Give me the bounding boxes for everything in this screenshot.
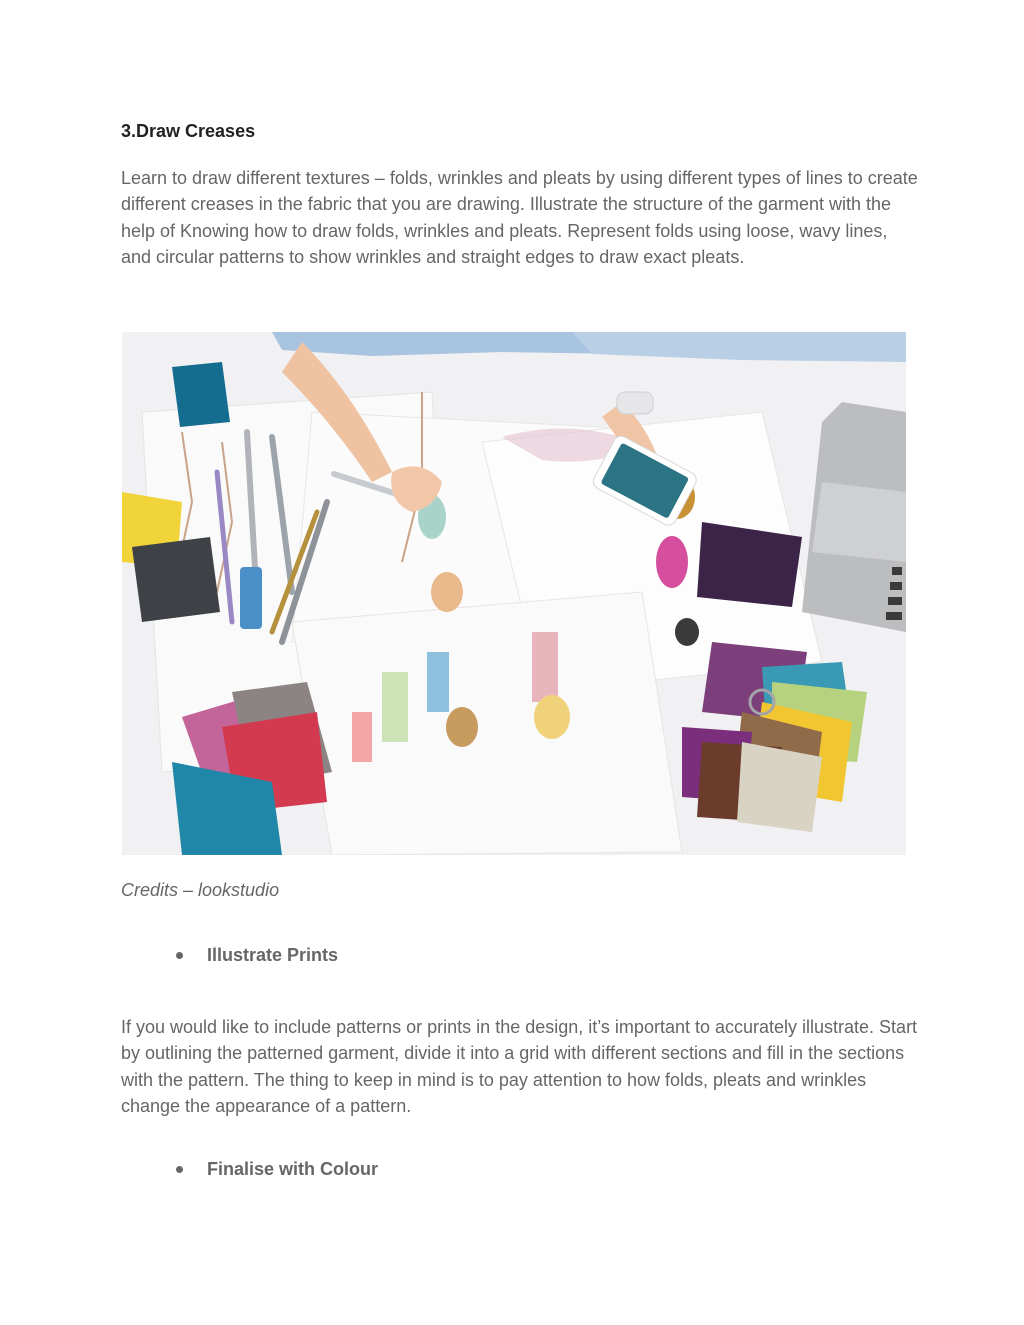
intro-paragraph: Learn to draw different textures – folds, wrinkles and pleats by using different types of lines to create different creases in the fabric that you are drawing. Illustrate the structure of the garment with the help of Knowing how to draw folds, wrinkles and pleats. Represent folds using loose, wavy lines, and circular patterns to show wrinkles and straight edges to draw exact pleats. bbox=[121, 168, 918, 268]
fashion-sketch-photo bbox=[122, 332, 906, 855]
section-heading: 3.Draw Creases bbox=[121, 121, 256, 141]
bullet-label: Finalise with Colour bbox=[207, 1159, 379, 1179]
bullet-dot-icon bbox=[176, 952, 183, 959]
bullet-finalise-colour bbox=[172, 1159, 378, 1180]
photo-caption: Credits – lookstudio bbox=[121, 880, 280, 900]
prints-paragraph: If you would like to include patterns or prints in the design, it’s important to accurately illustrate. Start by outlining the patterned garment, divide it into a grid with different sections and fill in the sections with the pattern. The thing to keep in mind is to pay attention to how folds, pleats and wrinkles change the appearance of a pattern. bbox=[121, 1017, 918, 1117]
bullet-label: Illustrate Prints bbox=[207, 945, 339, 965]
bullet-illustrate-prints bbox=[172, 945, 338, 966]
bullet-dot-icon bbox=[176, 1166, 183, 1173]
